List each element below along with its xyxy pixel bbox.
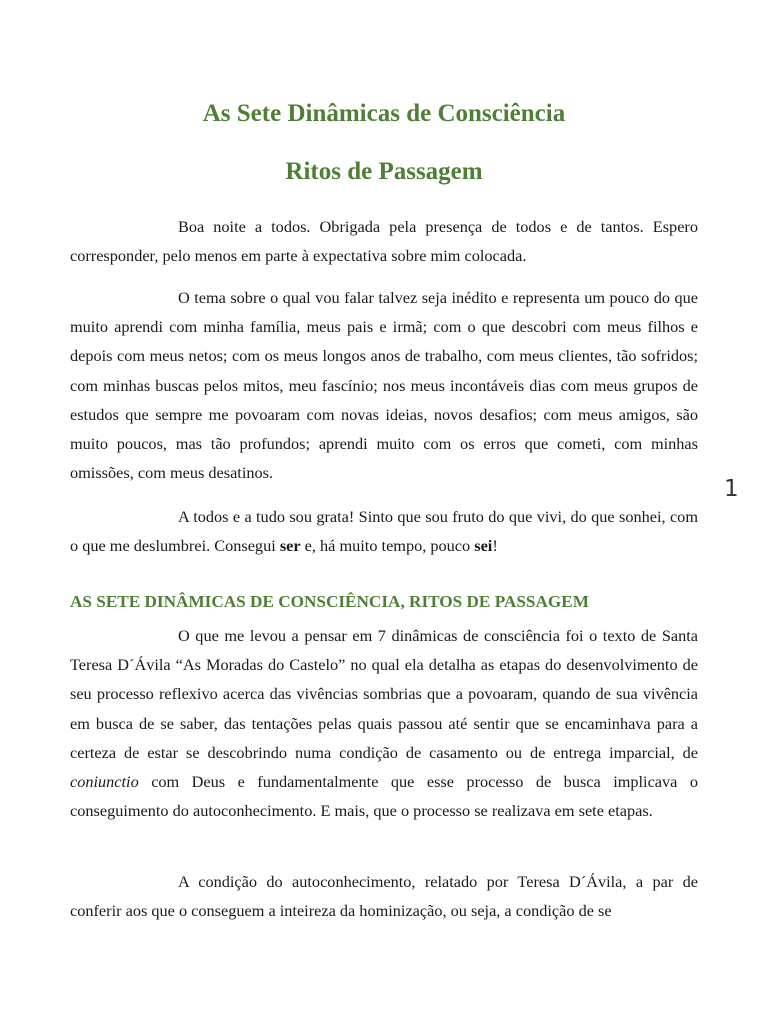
paragraph-gratitude-text-1: A todos e a tudo sou grata! Sinto que sou fruto do que vivi, do que sonhei, com o que me deslumbrei. Consegui (70, 507, 698, 556)
section-heading: AS SETE DINÂMICAS DE CONSCIÊNCIA, RITOS DE PASSAGEM (70, 592, 589, 611)
paragraph-teresa-text-1: O que me levou a pensar em 7 dinâmicas de consciência foi o texto de Santa Teresa D´Ávila “As Moradas do Castelo” no qual ela detalha as etapas do desenvolvimento de seu processo reflexivo acerca das vivências sombrias que a povoaram, quando de sua vivência em busca de se saber, das tentações pelas quais passou até sentir que se encaminhava para a certeza de estar se descobrindo numa condição de casamento ou de entrega imparcial, de (70, 626, 698, 762)
paragraph-gratitude-bold-ser: ser (279, 536, 301, 556)
paragraph-gratitude-text-3: ! (492, 536, 498, 556)
paragraph-gratitude (70, 502, 698, 560)
paragraph-theme: O tema sobre o qual vou falar talvez seja inédito e representa um pouco do que muito aprendi com minha família, meus pais e irmã; com o que descobri com meus filhos e depois com meus netos; com os meus longos anos de trabalho, com meus clientes, tão sofridos; com minhas buscas pelos mitos, meu fascínio; nos meus incontáveis dias com meus grupos de estudos que sempre me povoaram com novas ideias, novos desafios; com meus amigos, são muito poucos, mas tão profundos; aprendi muito com os erros que cometi, com minhas omissões, com meus desatinos. (70, 288, 698, 483)
paragraph-gratitude-bold-sei: sei (474, 536, 493, 556)
paragraph-autoconhecimento: A condição do autoconhecimento, relatado por Teresa D´Ávila, a par de conferir aos que o conseguem a inteireza da hominização, ou seja, a condição de se (70, 872, 698, 921)
paragraph-gratitude-text-2: e, há muito tempo, pouco (300, 536, 475, 556)
paragraph-teresa (70, 621, 698, 825)
paragraph-teresa-italic: coniunctio (70, 772, 139, 792)
document-title: As Sete Dinâmicas de Consciência (202, 100, 566, 127)
document-subtitle: Ritos de Passagem (285, 158, 483, 185)
paragraph-teresa-text-2: com Deus e fundamentalmente que esse processo de busca implicava o conseguimento do autoconhecimento. E mais, que o processo se realizava em sete etapas. (70, 772, 698, 821)
page-number: 1 (724, 476, 739, 502)
paragraph-greeting: Boa noite a todos. Obrigada pela presença de todos e de tantos. Espero corresponder, pelo menos em parte à expectativa sobre mim colocada. (70, 217, 698, 266)
